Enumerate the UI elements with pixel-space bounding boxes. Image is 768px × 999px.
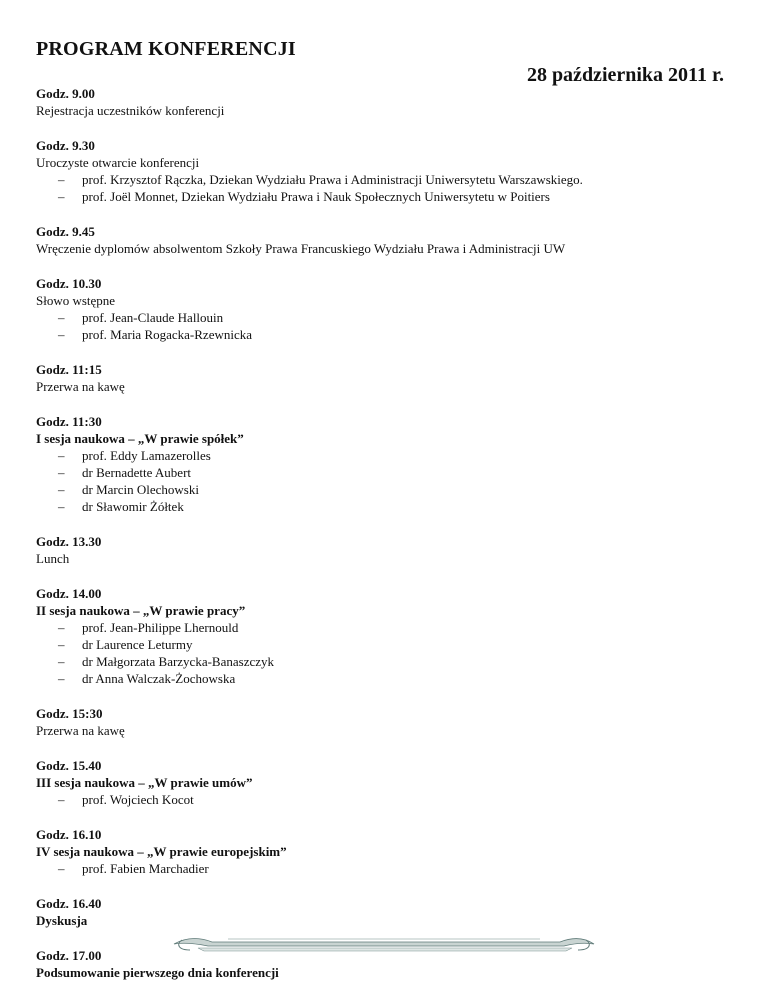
dash-bullet: – — [58, 189, 65, 204]
divider-ornament — [174, 939, 594, 952]
speaker-list — [36, 791, 736, 808]
speaker-name: prof. Krzysztof Rączka, Dziekan Wydziału Prawa i Administracji Uniwersytetu Warszawskiego. — [82, 172, 583, 187]
speaker-name: dr Małgorzata Barzycka-Banaszczyk — [82, 654, 275, 669]
program-description: Słowo wstępne — [36, 293, 116, 308]
program-item — [36, 533, 736, 567]
speaker-list — [36, 619, 736, 687]
program-time: Godz. 11:15 — [36, 362, 102, 377]
speaker-name: dr Anna Walczak-Żochowska — [82, 671, 236, 686]
program-item — [36, 826, 736, 877]
program-description: Lunch — [36, 551, 70, 566]
program-description: Uroczyste otwarcie konferencji — [36, 155, 200, 170]
dash-bullet: – — [58, 792, 65, 807]
program-time: Godz. 16.10 — [36, 827, 102, 842]
speaker-item — [36, 326, 736, 343]
program-description: Przerwa na kawę — [36, 723, 125, 738]
program-item — [36, 705, 736, 739]
dash-bullet: – — [58, 172, 65, 187]
speaker-item — [36, 481, 736, 498]
program-time: Godz. 17.00 — [36, 948, 102, 963]
speaker-item — [36, 791, 736, 808]
program-item — [36, 895, 736, 929]
speaker-item — [36, 464, 736, 481]
program-description: Dyskusja — [36, 913, 88, 928]
speaker-item — [36, 188, 736, 205]
speaker-item — [36, 860, 736, 877]
program-item — [36, 275, 736, 343]
dash-bullet: – — [58, 465, 65, 480]
program-list — [36, 85, 736, 999]
program-time: Godz. 15.40 — [36, 758, 102, 773]
program-description: Wręczenie dyplomów absolwentom Szkoły Prawa Francuskiego Wydziału Prawa i Administracji UW — [36, 241, 566, 256]
program-time: Godz. 9.00 — [36, 86, 95, 101]
dash-bullet: – — [58, 671, 65, 686]
speaker-name: prof. Eddy Lamazerolles — [82, 448, 211, 463]
dash-bullet: – — [58, 654, 65, 669]
program-description: II sesja naukowa – „W prawie pracy” — [36, 603, 246, 618]
speaker-name: prof. Maria Rogacka-Rzewnicka — [82, 327, 253, 342]
program-description: Przerwa na kawę — [36, 379, 125, 394]
program-item — [36, 585, 736, 687]
speaker-item — [36, 309, 736, 326]
program-time: Godz. 14.00 — [36, 586, 102, 601]
program-description: Rejestracja uczestników konferencji — [36, 103, 225, 118]
speaker-item — [36, 447, 736, 464]
speaker-item — [36, 619, 736, 636]
program-item — [36, 223, 736, 257]
speaker-list — [36, 309, 736, 343]
program-description: III sesja naukowa – „W prawie umów” — [36, 775, 253, 790]
speaker-item — [36, 653, 736, 670]
dash-bullet: – — [58, 310, 65, 325]
speaker-list — [36, 447, 736, 515]
dash-bullet: – — [58, 637, 65, 652]
speaker-name: prof. Fabien Marchadier — [82, 861, 209, 876]
dash-bullet: – — [58, 448, 65, 463]
speaker-name: dr Marcin Olechowski — [82, 482, 199, 497]
speaker-name: dr Laurence Leturmy — [82, 637, 193, 652]
dash-bullet: – — [58, 499, 65, 514]
program-time: Godz. 10.30 — [36, 276, 102, 291]
speaker-name: dr Sławomir Żółtek — [82, 499, 184, 514]
program-description: IV sesja naukowa – „W prawie europejskim” — [36, 844, 287, 859]
program-time: Godz. 9.30 — [36, 138, 95, 153]
dash-bullet: – — [58, 482, 65, 497]
speaker-list — [36, 860, 736, 877]
program-item — [36, 85, 736, 119]
speaker-item — [36, 171, 736, 188]
speaker-item — [36, 498, 736, 515]
conference-date: 28 października 2011 r. — [526, 64, 724, 86]
speaker-list — [36, 171, 736, 205]
program-description: I sesja naukowa – „W prawie spółek” — [36, 431, 244, 446]
speaker-item — [36, 670, 736, 687]
program-time: Godz. 13.30 — [36, 534, 102, 549]
program-item — [36, 361, 736, 395]
decorative-divider — [168, 932, 600, 958]
program-time: Godz. 16.40 — [36, 896, 102, 911]
program-item — [36, 413, 736, 515]
speaker-item — [36, 636, 736, 653]
speaker-name: dr Bernadette Aubert — [82, 465, 192, 480]
speaker-name: prof. Wojciech Kocot — [82, 792, 194, 807]
program-time: Godz. 9.45 — [36, 224, 95, 239]
dash-bullet: – — [58, 327, 65, 342]
program-time: Godz. 15:30 — [36, 706, 103, 721]
speaker-name: prof. Jean-Claude Hallouin — [82, 310, 224, 325]
program-item — [36, 757, 736, 808]
speaker-name: prof. Jean-Philippe Lhernould — [82, 620, 239, 635]
page-title: PROGRAM KONFERENCJI — [36, 38, 296, 60]
dash-bullet: – — [58, 620, 65, 635]
speaker-name: prof. Joël Monnet, Dziekan Wydziału Prawa i Nauk Społecznych Uniwersytetu w Poitiers — [82, 189, 550, 204]
program-description: Podsumowanie pierwszego dnia konferencji — [36, 965, 279, 980]
program-item — [36, 137, 736, 205]
program-time: Godz. 11:30 — [36, 414, 102, 429]
dash-bullet: – — [58, 861, 65, 876]
